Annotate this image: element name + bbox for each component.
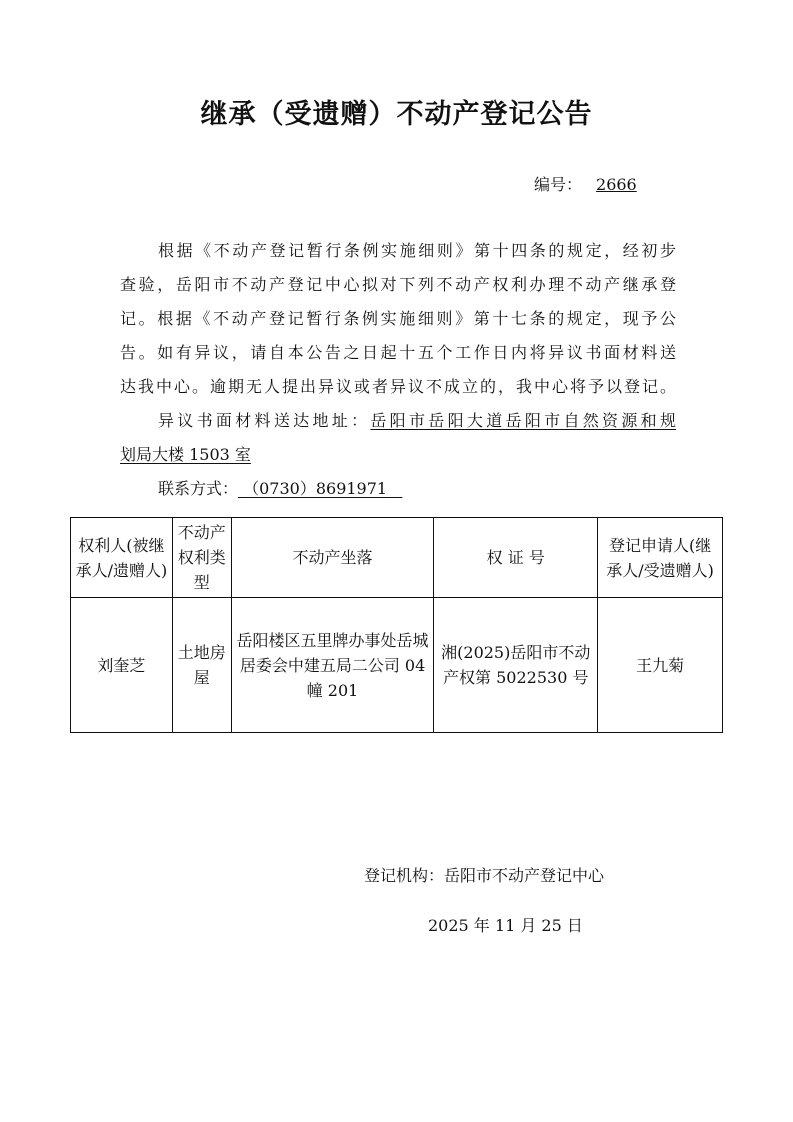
address-value-1: 岳阳市岳阳大道岳阳市自然资源和规 — [370, 411, 676, 430]
header-cell: 权 证 号 — [434, 518, 598, 598]
address-line — [120, 404, 676, 438]
address-value-2: 划局大楼 1503 室 — [120, 445, 251, 464]
table-header-row — [71, 518, 723, 598]
header-cell: 登记申请人(继承人/受遗赠人) — [598, 518, 723, 598]
notice-number — [534, 172, 637, 195]
address-line-2 — [120, 438, 676, 472]
table-cell: 土地房屋 — [172, 598, 231, 733]
table-cell: 岳阳楼区五里牌办事处岳城居委会中建五局二公司 04 幢 201 — [231, 598, 434, 733]
contact-label: 联系方式： — [158, 479, 239, 498]
number-label: 编号： — [534, 175, 583, 194]
body-line: 查验，岳阳市不动产登记中心拟对下列不动产权利办理不动产继承登 — [120, 275, 676, 294]
body-line: 根据《不动产登记暂行条例实施细则》第十四条的规定，经初步 — [158, 241, 676, 260]
body-line: 达我中心。逾期无人提出异议或者异议不成立的，我中心将予以登记。 — [120, 377, 676, 396]
header-cell: 权利人(被继承人/遗赠人) — [71, 518, 173, 598]
contact-line — [120, 472, 676, 506]
body-line: 告。如有异议，请自本公告之日起十五个工作日内将异议书面材料送 — [120, 343, 676, 362]
header-cell: 不动产坐落 — [231, 518, 434, 598]
table-cell: 王九菊 — [598, 598, 723, 733]
body-line: 记。根据《不动产登记暂行条例实施细则》第十七条的规定，现予公 — [120, 309, 676, 328]
number-value: 2666 — [596, 175, 637, 194]
address-label: 异议书面材料送达地址： — [158, 411, 371, 430]
table-cell: 湘(2025)岳阳市不动产权第 5022530 号 — [434, 598, 598, 733]
header-cell: 不动产权利类型 — [172, 518, 231, 598]
body-paragraph — [120, 234, 676, 506]
contact-value: （0730）8691971 — [243, 479, 388, 498]
notice-date: 2025 年 11 月 25 日 — [428, 916, 583, 935]
table-row — [71, 598, 723, 733]
notice-title: 继承（受遗赠）不动产登记公告 — [200, 99, 593, 130]
registration-authority: 登记机构：岳阳市不动产登记中心 — [364, 866, 605, 885]
table-cell: 刘奎芝 — [71, 598, 173, 733]
registration-table — [70, 517, 723, 733]
